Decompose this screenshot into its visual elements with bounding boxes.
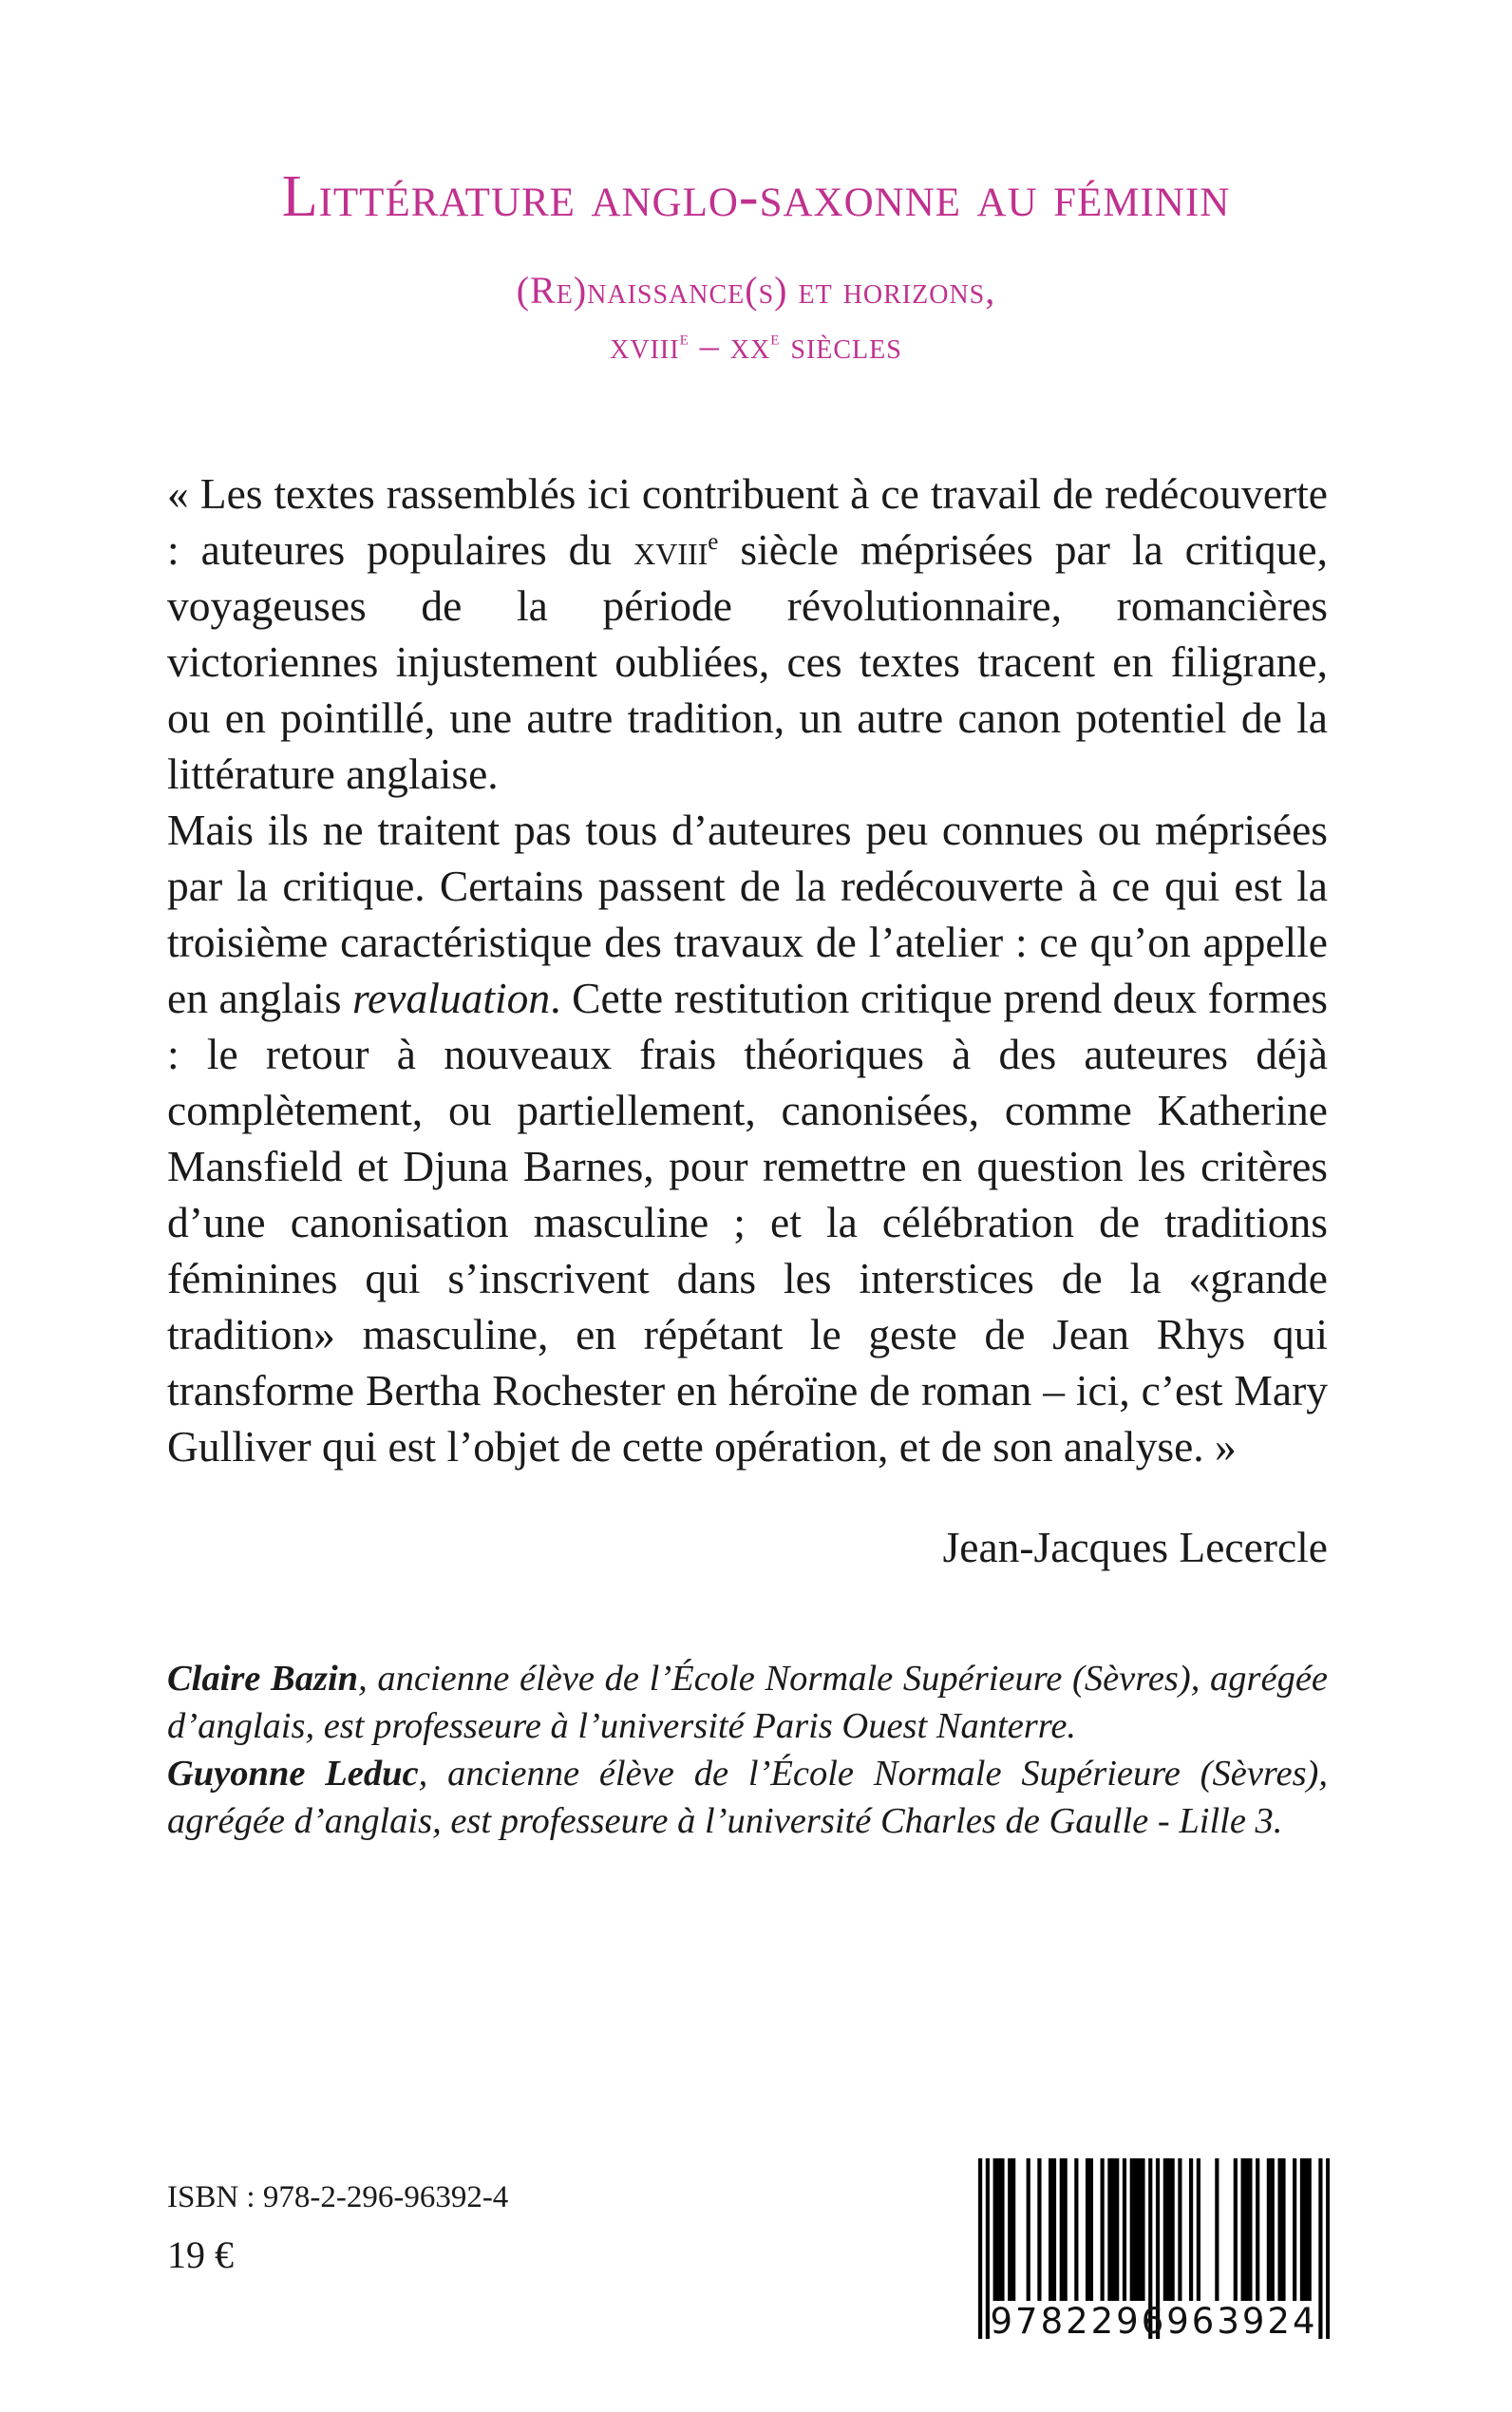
subtitle-line-2 xyxy=(0,323,1512,368)
barcode-bar xyxy=(1244,2158,1248,2301)
barcode-bar xyxy=(1011,2158,1015,2301)
barcode-bar xyxy=(1000,2158,1004,2301)
barcode-bar xyxy=(1137,2158,1141,2301)
quote-p1-text-a: « Les textes rassemblés ici contribuent à ce travail de redécouverte : auteures populaires du xyxy=(167,469,1328,574)
bio-text: , ancienne élève de l’École Normale Supérieure (Sèvres), agrégée d’anglais, est professeure à l’université Paris Ouest Nanterre. xyxy=(167,1659,1328,1746)
barcode-bar xyxy=(1064,2158,1068,2301)
barcode-bar xyxy=(1049,2158,1052,2301)
barcode-bar xyxy=(1060,2158,1064,2301)
barcode-bar xyxy=(1008,2158,1011,2301)
barcode-bar xyxy=(996,2158,1000,2301)
subtitle-line-1: (Re)naissance(s) et horizons, xyxy=(516,269,996,312)
author-bios xyxy=(167,1655,1328,1845)
barcode-bar xyxy=(1256,2158,1259,2301)
blurb-quote xyxy=(167,465,1328,1474)
bio-name: Guyonne Leduc xyxy=(167,1754,419,1794)
barcode-bar xyxy=(1089,2158,1093,2301)
barcode-bar xyxy=(1281,2158,1285,2301)
barcode-bar xyxy=(1115,2158,1119,2301)
quote-p2-text-b: . Cette restitution critique prend deux formes : le retour à nouveaux frais théoriques à des auteures déjà complètement, ou partiellement, canonisées, comme Katherine Mansfield et Djuna Barnes, pour remettre en question les critères d’une canonisation masculine ; et la célébration de traditions féminines qui s’inscrivent dans les interstices de la «grande tradition» masculine, en répétant le geste de Jean Rhys qui transforme Bertha Rochester en héroïne de roman – ici, c’est Mary Gulliver qui est l’objet de cette opération, et de son analyse. » xyxy=(167,974,1328,1471)
barcode-bar xyxy=(993,2158,997,2301)
barcode-bar xyxy=(1123,2158,1126,2301)
subtitle-siecles: siècles xyxy=(780,324,902,367)
barcode-bar xyxy=(1178,2158,1181,2301)
quote-attribution: Jean-Jacques Lecercle xyxy=(942,1523,1328,1571)
quote-p1-text-b: siècle méprisées par la critique, voyageuses de la période révolutionnaire, romancières victoriennes injustement oubliées, ces textes tracent en filigrane, ou en pointillé, une autre tradition, un autre canon potentiel de la littérature anglaise. xyxy=(167,525,1328,798)
bio-claire-bazin xyxy=(167,1655,1328,1750)
quote-paragraph-2 xyxy=(167,802,1328,1474)
bio-guyonne-leduc xyxy=(167,1750,1328,1845)
barcode-bar xyxy=(1271,2158,1275,2301)
barcode-bar xyxy=(1107,2158,1111,2301)
book-title: Littérature anglo-saxonne au féminin xyxy=(281,164,1231,229)
barcode-bar xyxy=(1189,2158,1193,2301)
barcode-bar xyxy=(1130,2158,1134,2301)
quote-paragraph-1 xyxy=(167,465,1328,802)
barcode-bar xyxy=(1300,2158,1304,2301)
barcode-bar xyxy=(1027,2158,1030,2301)
barcode-bar xyxy=(1052,2158,1056,2301)
quote-p2-text-a: Mais ils ne traitent pas tous d’auteures peu connues ou méprisées par la critique. Certains passent de la redécouverte à ce qui est la troisième caractéristique des travaux de l’atelier : ce qu’on appelle en anglais xyxy=(167,806,1328,1022)
barcode-bar xyxy=(1248,2158,1252,2301)
barcode-bar xyxy=(1074,2158,1078,2301)
barcode-bar xyxy=(1171,2158,1175,2301)
bio-text: , ancienne élève de l’École Normale Supérieure (Sèvres), agrégée d’anglais, est professeure à l’université Charles de Gaulle - Lille 3. xyxy=(167,1754,1328,1841)
isbn-text: ISBN : 978-2-296-96392-4 xyxy=(167,2180,509,2214)
barcode-digits: 9782296963924 xyxy=(990,2301,1318,2342)
barcode-bar xyxy=(1197,2158,1200,2301)
barcode-bar xyxy=(1267,2158,1271,2301)
barcode-bar xyxy=(1234,2158,1238,2301)
subtitle-sup-a: e xyxy=(679,325,690,350)
barcode-bar xyxy=(1163,2158,1167,2301)
barcode-bar xyxy=(1134,2158,1138,2301)
barcode-bar xyxy=(1215,2158,1219,2301)
barcode-bar xyxy=(1277,2158,1281,2301)
barcode-bar xyxy=(1101,2158,1105,2301)
barcode-bar xyxy=(1167,2158,1171,2301)
barcode-bar xyxy=(1141,2158,1144,2301)
barcode-bar xyxy=(1086,2158,1089,2301)
barcode-bar xyxy=(1111,2158,1115,2301)
subtitle-century-a: xviii xyxy=(610,324,680,367)
quote-p2-italic: revaluation xyxy=(352,974,551,1022)
subtitle-sup-b: e xyxy=(770,325,781,350)
barcode-bar xyxy=(1308,2158,1312,2301)
barcode-bar xyxy=(1241,2158,1245,2301)
barcode-bar xyxy=(1304,2158,1308,2301)
barcode-bar xyxy=(1293,2158,1296,2301)
quote-p1-sup: e xyxy=(708,528,719,555)
subtitle-century-b: – xx xyxy=(689,324,771,367)
price-text: 19 € xyxy=(167,2233,234,2276)
quote-p1-century: xviii xyxy=(633,525,709,574)
barcode-bar xyxy=(1037,2158,1041,2301)
bio-name: Claire Bazin xyxy=(167,1659,359,1699)
